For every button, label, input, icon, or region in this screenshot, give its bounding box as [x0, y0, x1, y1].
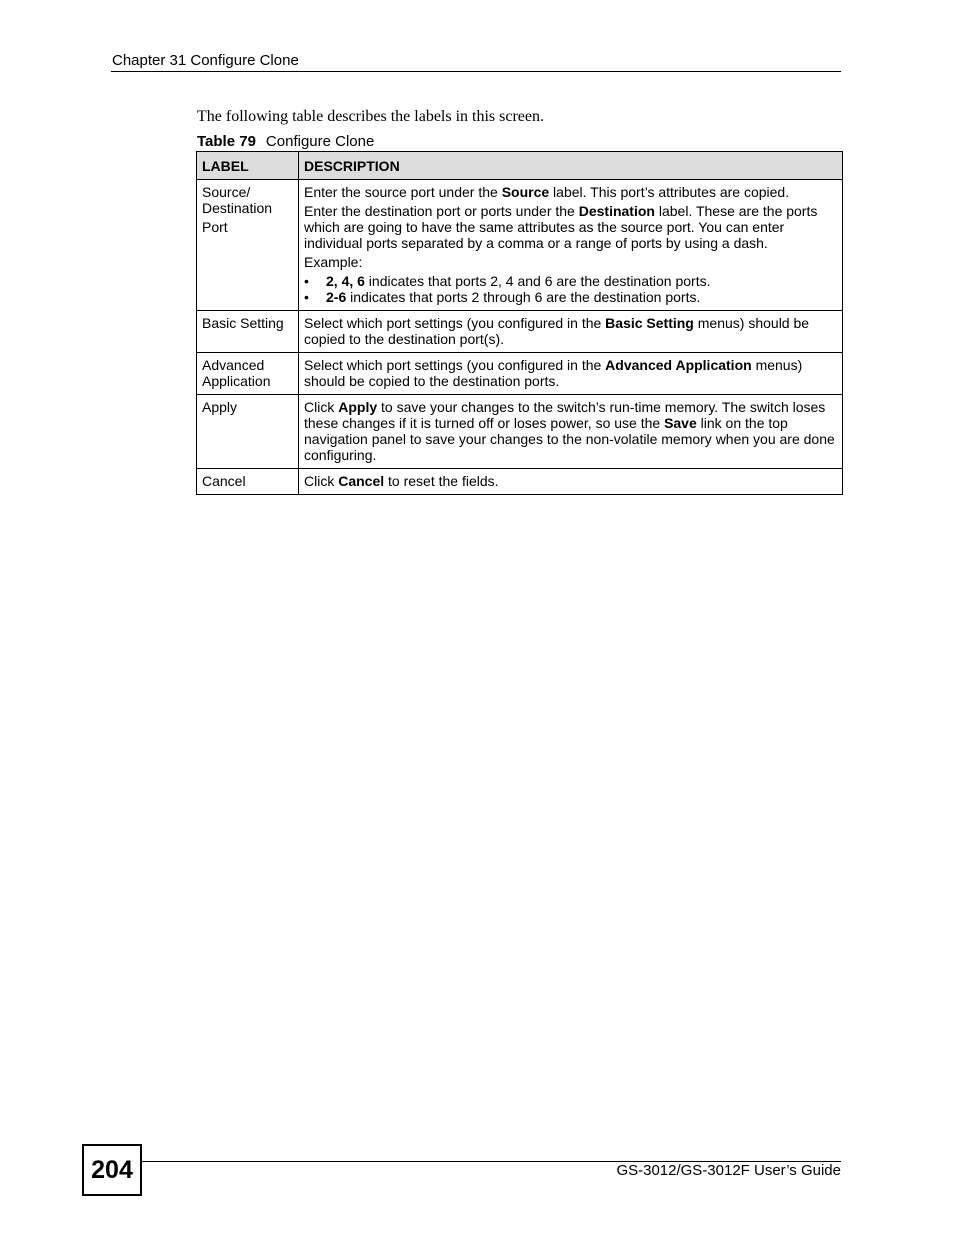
row-description: Select which port settings (you configured in the Advanced Application menus) should be copied to the destination ports.	[299, 353, 843, 395]
row-label: Source/ Destination Port	[197, 180, 299, 311]
row-label: Cancel	[197, 469, 299, 495]
row-label: Apply	[197, 395, 299, 469]
row-description: Enter the source port under the Source label. This port’s attributes are copied. Enter the destination port or ports under the Destination label. These are the ports which are going to have the same attributes as the source port. You can enter individual ports separated by a comma or a range of ports by using a dash. Example: • 2, 4, 6 indicates that ports 2, 4 and 6 are the destination ports. • 2-6 indicates that ports 2 through 6 are the destination ports.	[299, 180, 843, 311]
header-label: LABEL	[197, 152, 299, 180]
table-row	[197, 395, 843, 469]
table-title: Configure Clone	[265, 133, 375, 150]
bullet-icon: •	[304, 289, 309, 305]
bullet-item: • 2-6 indicates that ports 2 through 6 are the destination ports.	[304, 289, 701, 305]
table-number: Table 79	[197, 133, 256, 150]
bullet-icon: •	[304, 273, 309, 289]
intro-text: The following table describes the labels in this screen.	[197, 108, 545, 125]
row-label: Advanced Application	[197, 353, 299, 395]
page-number: 204	[82, 1144, 142, 1196]
header-divider	[111, 71, 841, 72]
row-description: Click Apply to save your changes to the switch’s run-time memory. The switch loses these changes if it is turned off or loses power, so use the Save link on the top navigation panel to save your changes to the non-volatile memory when you are done configuring.	[299, 395, 843, 469]
row-description: Click Cancel to reset the fields.	[299, 469, 843, 495]
table-row	[197, 353, 843, 395]
table-row	[197, 469, 843, 495]
table-row	[197, 311, 843, 353]
table-row	[197, 180, 843, 311]
table-caption	[197, 133, 374, 150]
configure-clone-table	[196, 151, 843, 495]
row-label: Basic Setting	[197, 311, 299, 353]
guide-title: GS-3012/GS-3012F User’s Guide	[616, 1162, 841, 1179]
table-header-row	[197, 152, 843, 180]
chapter-header: Chapter 31 Configure Clone	[112, 52, 299, 69]
row-description: Select which port settings (you configured in the Basic Setting menus) should be copied to the destination port(s).	[299, 311, 843, 353]
header-description: DESCRIPTION	[299, 152, 843, 180]
bullet-item: • 2, 4, 6 indicates that ports 2, 4 and 6 are the destination ports.	[304, 273, 711, 289]
